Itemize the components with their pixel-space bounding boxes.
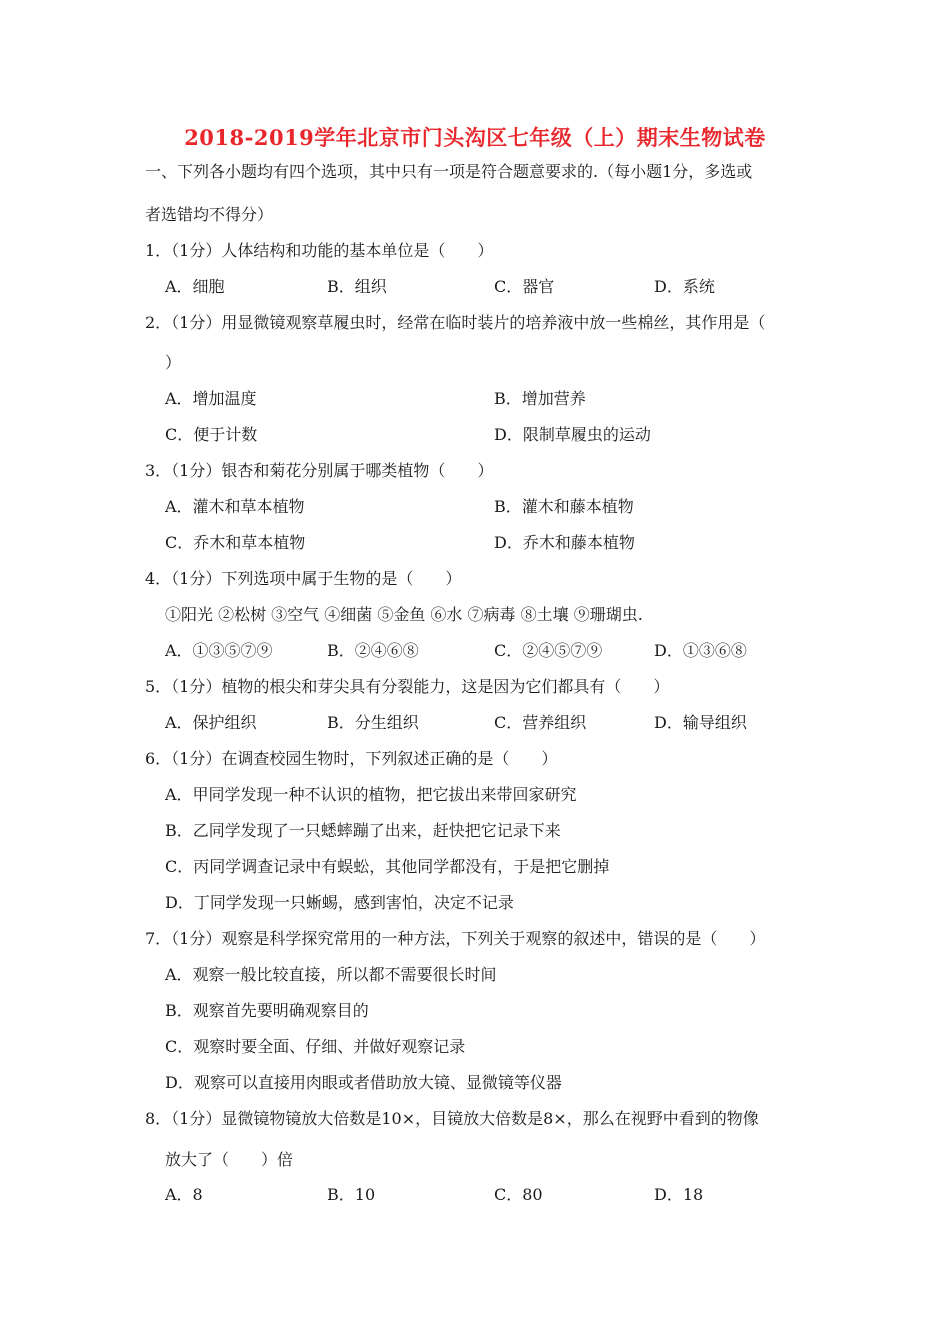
question-5-stem: 5．（1分）植物的根尖和芽尖具有分裂能力，这是因为它们都具有（ ） — [145, 677, 670, 696]
question-4-option-d: D．①③⑥⑧ — [654, 641, 747, 660]
question-2-stem: 2．（1分）用显微镜观察草履虫时，经常在临时装片的培养液中放一些棉丝，其作用是（ — [145, 313, 766, 332]
question-2-stem-continuation: ） — [165, 353, 182, 372]
question-6-option-b: B．乙同学发现了一只蟋蟀蹦了出来，赶快把它记录下来 — [165, 821, 561, 840]
question-1-option-d: D．系统 — [654, 277, 715, 296]
question-2-option-d: D．限制草履虫的运动 — [494, 425, 651, 444]
question-5-option-d: D．输导组织 — [654, 713, 747, 732]
question-4-items: ①阳光 ②松树 ③空气 ④细菌 ⑤金鱼 ⑥水 ⑦病毒 ⑧土壤 ⑨珊瑚虫. — [165, 605, 643, 624]
question-4-option-a: A．①③⑤⑦⑨ — [165, 641, 273, 660]
question-6-stem: 6．（1分）在调查校园生物时，下列叙述正确的是（ ） — [145, 749, 558, 768]
section-instruction-line-1: 一、下列各小题均有四个选项，其中只有一项是符合题意要求的.（每小题1分，多选或 — [145, 162, 753, 181]
question-3-option-c: C．乔木和草本植物 — [165, 533, 306, 552]
page-title: 2018-2019学年北京市门头沟区七年级（上）期末生物试卷 — [184, 125, 766, 150]
question-8-option-b: B．10 — [327, 1185, 376, 1204]
question-5-option-b: B．分生组织 — [327, 713, 419, 732]
question-1-option-a: A．细胞 — [165, 277, 225, 296]
question-1-stem: 1．（1分）人体结构和功能的基本单位是（ ） — [145, 241, 494, 260]
question-6-option-d: D．丁同学发现一只蜥蜴，感到害怕，决定不记录 — [165, 893, 514, 912]
question-5-option-a: A．保护组织 — [165, 713, 257, 732]
question-3-option-d: D．乔木和藤本植物 — [494, 533, 635, 552]
question-8-option-c: C．80 — [494, 1185, 543, 1204]
question-3-option-b: B．灌木和藤本植物 — [494, 497, 634, 516]
question-2-option-b: B．增加营养 — [494, 389, 586, 408]
question-7-stem: 7．（1分）观察是科学探究常用的一种方法，下列关于观察的叙述中，错误的是（ ） — [145, 929, 766, 948]
question-4-stem: 4．（1分）下列选项中属于生物的是（ ） — [145, 569, 462, 588]
question-4-option-b: B．②④⑥⑧ — [327, 641, 419, 660]
question-3-stem: 3．（1分）银杏和菊花分别属于哪类植物（ ） — [145, 461, 494, 480]
question-7-option-a: A．观察一般比较直接，所以都不需要很长时间 — [165, 965, 497, 984]
question-5-option-c: C．营养组织 — [494, 713, 587, 732]
question-8-stem-continuation: 放大了（ ）倍 — [165, 1150, 294, 1169]
question-1-option-c: C．器官 — [494, 277, 555, 296]
question-2-option-a: A．增加温度 — [165, 389, 257, 408]
question-4-option-c: C．②④⑤⑦⑨ — [494, 641, 603, 660]
question-2-option-c: C．便于计数 — [165, 425, 258, 444]
question-6-option-c: C．丙同学调查记录中有蜈蚣，其他同学都没有，于是把它删掉 — [165, 857, 610, 876]
question-7-option-b: B．观察首先要明确观察目的 — [165, 1001, 369, 1020]
question-8-option-d: D．18 — [654, 1185, 704, 1204]
question-7-option-c: C．观察时要全面、仔细、并做好观察记录 — [165, 1037, 466, 1056]
question-8-stem: 8．（1分）显微镜物镜放大倍数是10×，目镜放大倍数是8×，那么在视野中看到的物像 — [145, 1109, 759, 1128]
question-6-option-a: A．甲同学发现一种不认识的植物，把它拔出来带回家研究 — [165, 785, 577, 804]
question-8-option-a: A．8 — [165, 1185, 203, 1204]
question-7-option-d: D．观察可以直接用肉眼或者借助放大镜、显微镜等仪器 — [165, 1073, 562, 1092]
question-1-option-b: B．组织 — [327, 277, 387, 296]
question-3-option-a: A．灌木和草本植物 — [165, 497, 305, 516]
section-instruction-line-2: 者选错均不得分） — [145, 205, 274, 224]
